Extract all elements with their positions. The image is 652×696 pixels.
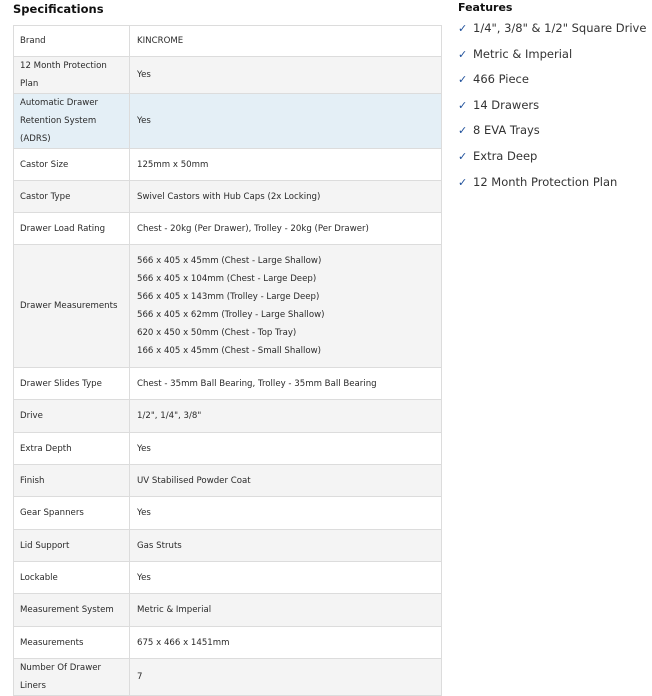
table-row (14, 245, 442, 368)
spec-value-line: Yes (137, 443, 151, 454)
spec-label: Drawer Measurements (14, 245, 130, 368)
spec-value (130, 26, 442, 57)
spec-label: Finish (14, 465, 130, 497)
spec-value (130, 149, 442, 181)
spec-value (130, 627, 442, 659)
table-row (14, 368, 442, 400)
spec-value-line: Swivel Castors with Hub Caps (2x Locking) (137, 191, 321, 202)
spec-label: Lockable (14, 562, 130, 594)
spec-value-line: 166 x 405 x 45mm (Chest - Small Shallow) (137, 346, 321, 356)
table-row (14, 181, 442, 213)
spec-value (130, 368, 442, 400)
feature-text: 466 Piece (473, 72, 529, 87)
spec-value (130, 497, 442, 530)
feature-text: 1/4", 3/8" & 1/2" Square Drive (473, 21, 647, 35)
spec-value-line: Yes (137, 508, 151, 518)
spec-value (130, 181, 442, 213)
spec-label: Drawer Slides Type (14, 368, 130, 400)
spec-value-line: Yes (137, 70, 151, 80)
table-row (14, 659, 442, 696)
feature-item (458, 171, 646, 197)
table-row (14, 433, 442, 465)
spec-label: Measurements (14, 627, 130, 659)
spec-value-line: 1/2", 1/4", 3/8" (137, 411, 202, 421)
spec-value-line: Gas Struts (137, 540, 182, 551)
spec-value (130, 94, 442, 149)
check-icon: ✓ (458, 73, 468, 87)
feature-item (458, 43, 646, 69)
feature-text: 12 Month Protection Plan (473, 174, 618, 189)
table-row (14, 562, 442, 594)
spec-value-line: Chest - 20kg (Per Drawer), Trolley - 20kg (Per Drawer) (137, 223, 369, 234)
spec-value-line: 675 x 466 x 1451mm (137, 637, 230, 648)
check-icon: ✓ (458, 47, 468, 61)
spec-value (130, 213, 442, 245)
spec-value (130, 465, 442, 497)
table-row (14, 57, 442, 94)
feature-item (458, 145, 646, 171)
spec-value-line: UV Stabilised Powder Coat (137, 475, 251, 486)
check-icon: ✓ (458, 22, 468, 35)
table-row (14, 627, 442, 659)
table-row (14, 26, 442, 57)
spec-label: Measurement System (14, 594, 130, 627)
table-row (14, 94, 442, 149)
spec-value (130, 400, 442, 433)
spec-value (130, 562, 442, 594)
table-row (14, 497, 442, 530)
spec-value-line: 566 x 405 x 62mm (Trolley - Large Shallow) (137, 310, 325, 320)
spec-value-line: Metric & Imperial (137, 605, 212, 615)
spec-label: Number Of Drawer Liners (14, 659, 130, 696)
feature-item (458, 119, 646, 145)
table-row (14, 465, 442, 497)
spec-value-line: Chest - 35mm Ball Bearing, Trolley - 35mm Ball Bearing (137, 378, 377, 389)
spec-value-line: 566 x 405 x 143mm (Trolley - Large Deep) (137, 292, 320, 302)
spec-label: Drive (14, 400, 130, 433)
table-row (14, 213, 442, 245)
spec-label: Gear Spanners (14, 497, 130, 530)
feature-text: 8 EVA Trays (473, 123, 540, 138)
spec-value (130, 594, 442, 627)
check-icon: ✓ (458, 124, 468, 138)
table-row (14, 400, 442, 433)
spec-label: Castor Type (14, 181, 130, 213)
check-icon: ✓ (458, 175, 468, 189)
spec-value (130, 659, 442, 696)
spec-value-line: Yes (137, 572, 151, 583)
check-icon: ✓ (458, 149, 468, 163)
feature-text: 14 Drawers (473, 97, 540, 112)
spec-label: Drawer Load Rating (14, 213, 130, 245)
specifications-heading: Specifications (13, 2, 104, 16)
specifications-table (13, 25, 442, 696)
spec-value (130, 245, 442, 368)
feature-item (458, 94, 646, 120)
feature-text: Metric & Imperial (473, 46, 573, 61)
feature-item (458, 68, 646, 94)
table-row (14, 530, 442, 562)
spec-label: Castor Size (14, 149, 130, 181)
spec-label: Extra Depth (14, 433, 130, 465)
spec-label: Lid Support (14, 530, 130, 562)
spec-value-line: 566 x 405 x 45mm (Chest - Large Shallow) (137, 256, 322, 266)
spec-value (130, 433, 442, 465)
spec-value-line: KINCROME (137, 36, 184, 46)
spec-label: Brand (14, 26, 130, 57)
table-row (14, 594, 442, 627)
spec-value-line: Yes (137, 116, 151, 126)
check-icon: ✓ (458, 98, 468, 112)
feature-item (458, 17, 646, 43)
spec-value-line: 125mm x 50mm (137, 159, 209, 170)
table-row (14, 149, 442, 181)
features-heading: Features (458, 1, 513, 14)
spec-value (130, 57, 442, 94)
spec-value-line: 566 x 405 x 104mm (Chest - Large Deep) (137, 274, 317, 284)
features-list (458, 17, 646, 196)
spec-value-line: 7 (137, 672, 143, 682)
spec-label: 12 Month Protection Plan (14, 57, 130, 94)
spec-label: Automatic Drawer Retention System (ADRS) (14, 94, 130, 149)
spec-value (130, 530, 442, 562)
feature-text: Extra Deep (473, 148, 538, 163)
spec-value-line: 620 x 450 x 50mm (Chest - Top Tray) (137, 328, 297, 338)
